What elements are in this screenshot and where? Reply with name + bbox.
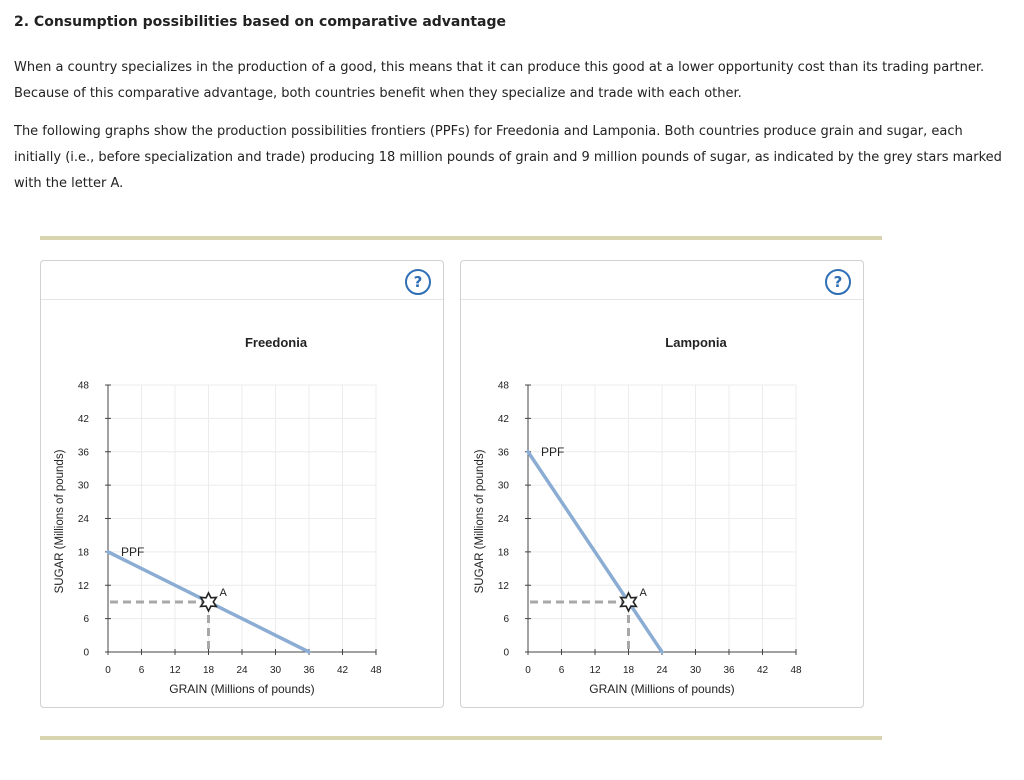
help-icon[interactable]: ? bbox=[405, 269, 431, 295]
y-axis-label: SUGAR (Millions of pounds) bbox=[54, 449, 66, 594]
freedonia-chart bbox=[41, 261, 443, 707]
x-tick-label: 6 bbox=[138, 665, 145, 676]
chart-title: Freedonia bbox=[244, 335, 308, 350]
y-tick-label: 30 bbox=[497, 480, 509, 492]
y-tick-label: 42 bbox=[497, 413, 509, 425]
y-tick-label: 12 bbox=[497, 580, 509, 592]
ppf-label: PPF bbox=[121, 544, 145, 559]
y-tick-label: 30 bbox=[77, 480, 89, 492]
chart-title: Lamponia bbox=[665, 335, 727, 350]
x-tick-label: 42 bbox=[336, 665, 349, 676]
help-icon[interactable]: ? bbox=[825, 269, 851, 295]
x-tick-label: 30 bbox=[269, 665, 282, 676]
x-tick-label: 24 bbox=[656, 665, 668, 676]
ppf-label: PPF bbox=[541, 444, 565, 459]
y-tick-label: 48 bbox=[77, 380, 89, 392]
lamponia-graph-panel bbox=[460, 260, 864, 708]
x-tick-label: 48 bbox=[790, 665, 802, 676]
bottom-divider bbox=[40, 736, 882, 740]
x-tick-label: 18 bbox=[622, 665, 635, 676]
y-tick-label: 36 bbox=[77, 447, 89, 459]
y-tick-label: 36 bbox=[497, 447, 509, 459]
x-tick-label: 24 bbox=[236, 665, 248, 676]
y-tick-label: 24 bbox=[77, 514, 89, 525]
x-tick-label: 6 bbox=[558, 665, 565, 676]
x-tick-label: 0 bbox=[525, 665, 531, 676]
y-tick-label: 0 bbox=[503, 647, 509, 659]
y-tick-label: 6 bbox=[83, 614, 89, 626]
intro-paragraph: When a country specializes in the production of a good, this means that it can produce this good at a lower opportunity cost than its trading partner. Because of this comparative advantage, both countries benefit when they specialize and trade with each other. bbox=[14, 60, 985, 101]
point-a-star-icon bbox=[201, 593, 217, 611]
point-a-label: A bbox=[639, 586, 647, 599]
y-tick-label: 0 bbox=[83, 647, 89, 659]
x-axis-label: GRAIN (Millions of pounds) bbox=[169, 682, 315, 696]
x-tick-label: 0 bbox=[105, 665, 111, 676]
page-title: 2. Consumption possibilities based on comparative advantage bbox=[14, 14, 506, 30]
x-tick-label: 12 bbox=[169, 665, 181, 676]
x-tick-label: 12 bbox=[589, 665, 601, 676]
x-tick-label: 18 bbox=[202, 665, 215, 676]
x-tick-label: 36 bbox=[303, 665, 315, 676]
y-axis-label: SUGAR (Millions of pounds) bbox=[474, 449, 486, 594]
freedonia-graph-panel bbox=[40, 260, 444, 708]
y-tick-label: 18 bbox=[77, 547, 89, 559]
x-tick-label: 48 bbox=[370, 665, 382, 676]
instructions-paragraph: The following graphs show the production possibilities frontiers (PPFs) for Freedonia and Lamponia. Both countries produce grain and sugar, each initially (i.e., before specialization and trade) producing 18 million pounds of grain and 9 million pounds of sugar, as indicated by the grey stars marked with the letter A. bbox=[14, 124, 1002, 191]
y-tick-label: 24 bbox=[497, 514, 509, 525]
top-divider bbox=[40, 236, 882, 240]
y-tick-label: 42 bbox=[77, 413, 89, 425]
y-tick-label: 6 bbox=[503, 614, 509, 626]
x-tick-label: 36 bbox=[723, 665, 735, 676]
x-axis-label: GRAIN (Millions of pounds) bbox=[589, 682, 735, 696]
x-tick-label: 30 bbox=[689, 665, 702, 676]
y-tick-label: 48 bbox=[497, 380, 509, 392]
x-tick-label: 42 bbox=[756, 665, 769, 676]
y-tick-label: 18 bbox=[497, 547, 509, 559]
lamponia-chart bbox=[461, 261, 863, 707]
y-tick-label: 12 bbox=[77, 580, 89, 592]
point-a-label: A bbox=[219, 586, 227, 599]
